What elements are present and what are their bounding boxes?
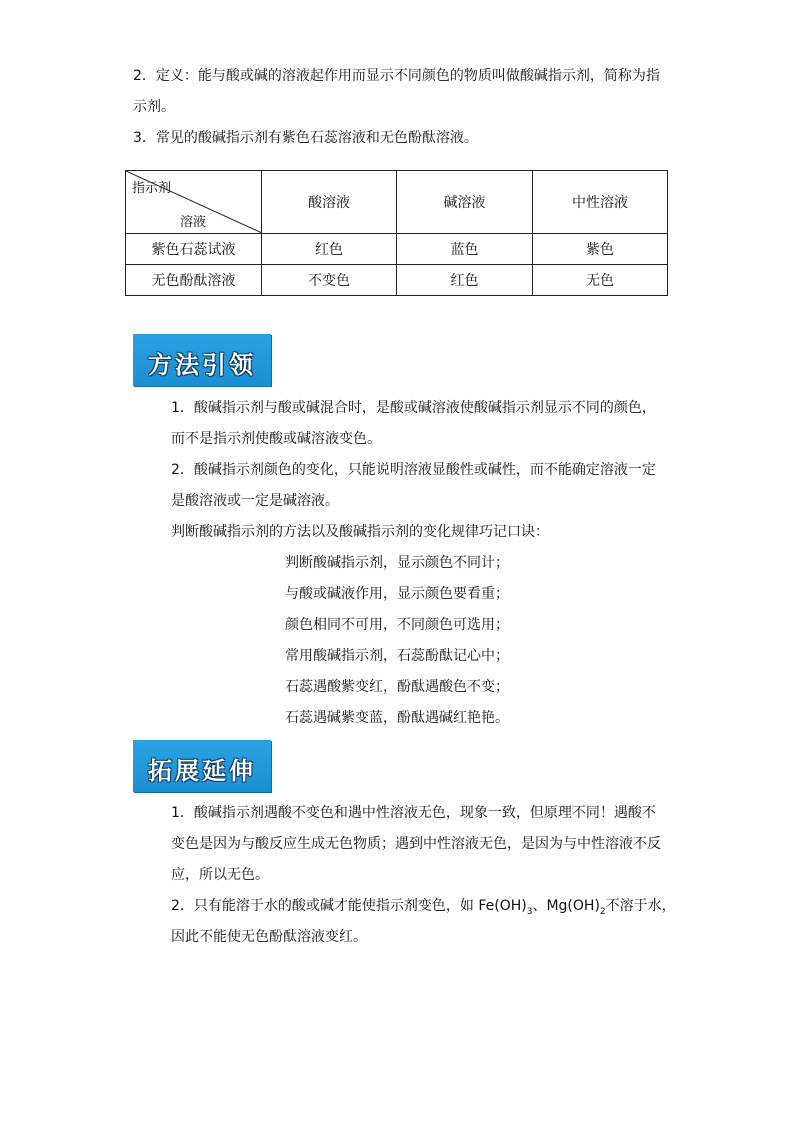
mnemonic-line: 判断酸碱指示剂，显示颜色不同计；	[285, 555, 509, 571]
indicator-table	[125, 170, 668, 296]
common-indicators-line: 3．常见的酸碱指示剂有紫色石蕊溶液和无色酚酞溶液。	[133, 130, 478, 146]
definition-line-2: 示剂。	[133, 99, 175, 115]
table-header-row	[126, 171, 668, 234]
table-cell: 不变色	[262, 265, 397, 296]
extension-p2-text: 、Mg(OH)	[532, 898, 600, 914]
table-cell: 红色	[262, 234, 397, 265]
table-cell: 无色	[533, 265, 668, 296]
mnemonic-intro: 判断酸碱指示剂的方法以及酸碱指示剂的变化规律巧记口诀：	[171, 524, 549, 540]
row-label-phenolphthalein: 无色酚酞溶液	[126, 265, 262, 296]
table-cell: 红色	[397, 265, 533, 296]
extension-banner	[133, 740, 271, 792]
mnemonic-line: 石蕊遇酸紫变红，酚酞遇酸色不变；	[285, 679, 509, 695]
extension-p2-text: 不溶于水，	[605, 898, 676, 914]
mnemonic-line: 与酸或碱液作用，显示颜色要看重；	[285, 586, 509, 602]
method-p2-line-1: 2．酸碱指示剂颜色的变化，只能说明溶液显酸性或碱性，而不能确定溶液一定	[171, 462, 656, 478]
extension-p2-line-1	[171, 896, 676, 918]
column-header-acid: 酸溶液	[262, 171, 397, 234]
column-header-neutral: 中性溶液	[533, 171, 668, 234]
table-cell: 蓝色	[397, 234, 533, 265]
mnemonic-line: 石蕊遇碱紫变蓝，酚酞遇碱红艳艳。	[285, 710, 509, 726]
mnemonic-line: 常用酸碱指示剂，石蕊酚酞记心中；	[285, 648, 509, 664]
subscript: 2	[599, 907, 606, 917]
corner-label-solution: 溶液	[180, 215, 207, 230]
table-row	[126, 265, 668, 296]
corner-label-indicator: 指示剂	[132, 181, 172, 196]
subscript: 3	[526, 907, 533, 917]
column-header-base: 碱溶液	[397, 171, 533, 234]
extension-banner-title: 拓展延伸	[148, 756, 256, 785]
row-label-litmus: 紫色石蕊试液	[126, 234, 262, 265]
mnemonic-line: 颜色相同不可用，不同颜色可选用；	[285, 617, 509, 633]
definition-line-1: 2．定义：能与酸或碱的溶液起作用而显示不同颜色的物质叫做酸碱指示剂，简称为指	[133, 68, 660, 84]
method-p2-line-2: 是酸溶液或一定是碱溶液。	[171, 493, 339, 509]
extension-p1-line-3: 应，所以无色。	[171, 867, 269, 883]
method-p1-line-2: 而不是指示剂使酸或碱溶液变色。	[171, 431, 381, 447]
extension-p1-line-2: 变色是因为与酸反应生成无色物质；遇到中性溶液无色，是因为与中性溶液不反	[171, 836, 661, 852]
extension-p2-text: 2．只有能溶于水的酸或碱才能使指示剂变色，如 Fe(OH)	[171, 898, 527, 914]
method-p1-line-1: 1．酸碱指示剂与酸或碱混合时，是酸或碱溶液使酸碱指示剂显示不同的颜色，	[171, 400, 656, 416]
table-corner-cell	[126, 171, 262, 234]
method-banner	[133, 334, 271, 386]
table-cell: 紫色	[533, 234, 668, 265]
extension-p1-line-1: 1．酸碱指示剂遇酸不变色和遇中性溶液无色，现象一致，但原理不同！遇酸不	[171, 805, 656, 821]
method-banner-title: 方法引领	[148, 350, 256, 379]
extension-p2-line-2: 因此不能使无色酚酞溶液变红。	[171, 929, 367, 945]
table-row	[126, 234, 668, 265]
